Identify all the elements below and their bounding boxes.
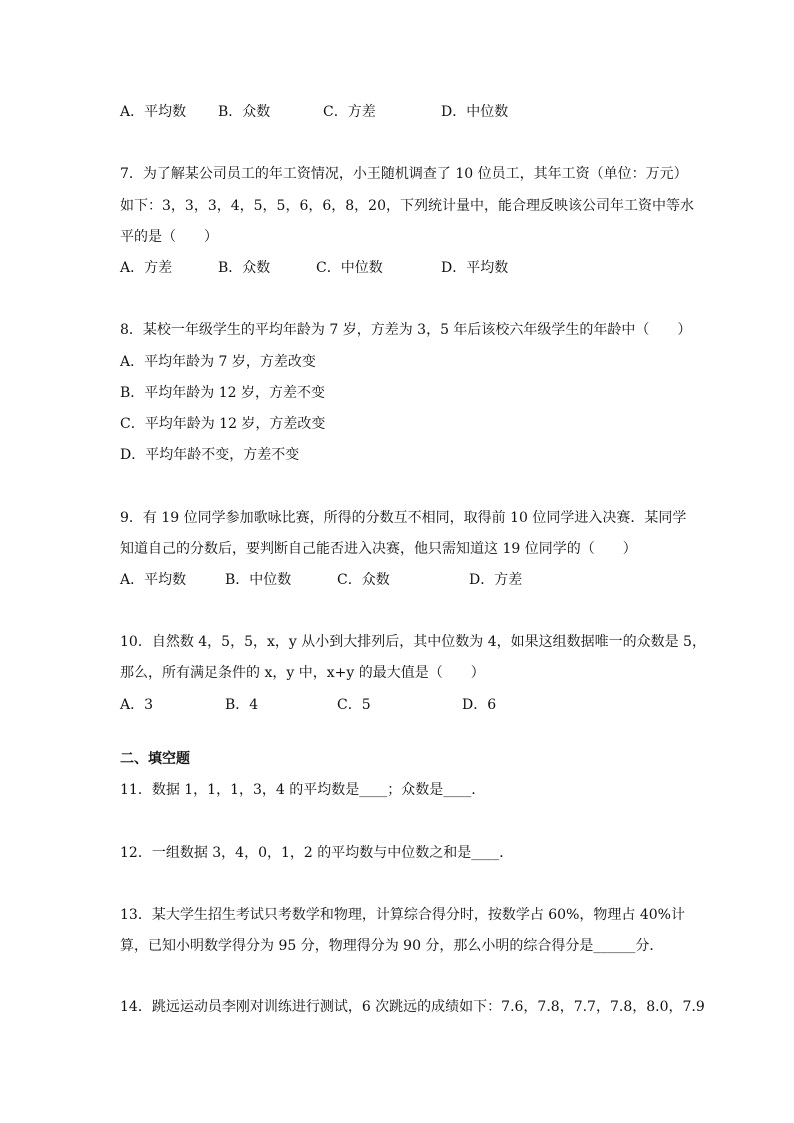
q10-option-c: C．5 (337, 697, 371, 713)
q7-option-a: A．方差 (120, 260, 173, 276)
q10-stem-line-2: 那么，所有满足条件的 x，y 中，x+y 的最大值是（ ） (120, 665, 485, 681)
q8-option-d: D．平均年龄不变，方差不变 (120, 447, 300, 463)
q10-option-b: B．4 (225, 697, 259, 713)
q6-option-a: A．平均数 (120, 104, 187, 120)
q7-option-c: C．中位数 (316, 260, 383, 276)
q8-option-b: B．平均年龄为 12 岁，方差不变 (120, 385, 326, 401)
q11-text: 11．数据 1，1，1，3，4 的平均数是____；众数是____. (120, 782, 476, 798)
q6-option-c: C．方差 (323, 104, 376, 120)
q8-option-c: C．平均年龄为 12 岁，方差改变 (120, 416, 326, 432)
q8-stem: 8．某校一年级学生的平均年龄为 7 岁，方差为 3，5 年后该校六年级学生的年龄中（ ） (120, 322, 692, 338)
q9-option-c: C．众数 (337, 572, 390, 588)
q6-option-b: B．众数 (218, 104, 271, 120)
section-heading-fill-in: 二、填空题 (120, 751, 190, 767)
q7-stem-line-1: 7．为了解某公司员工的年工资情况，小王随机调查了 10 位员工，其年工资（单位：万元） (120, 166, 688, 182)
q12-text: 12．一组数据 3，4，0，1，2 的平均数与中位数之和是____． (120, 845, 514, 861)
q10-option-d: D．6 (462, 697, 497, 713)
q7-stem-line-3: 平的是（ ） (120, 229, 218, 245)
q13-stem-line-2: 算，已知小明数学得分为 95 分，物理得分为 90 分，那么小明的综合得分是______分． (120, 938, 664, 954)
q7-stem-line-2: 如下：3，3，3，4，5，5，6，6，8，20，下列统计量中，能合理反映该公司年工资中等水 (120, 198, 694, 214)
q10-stem-line-1: 10．自然数 4，5，5，x，y 从小到大排列后，其中位数为 4，如果这组数据唯一的众数是 5， (120, 634, 706, 650)
q7-option-d: D．平均数 (441, 260, 509, 276)
q6-option-d: D．中位数 (441, 104, 509, 120)
q9-stem-line-1: 9．有 19 位同学参加歌咏比赛，所得的分数互不相同，取得前 10 位同学进入决赛．某同学 (120, 510, 687, 526)
q9-option-b: B．中位数 (225, 572, 292, 588)
q8-option-a: A．平均年龄为 7 岁，方差改变 (120, 354, 316, 370)
q9-option-a: A．平均数 (120, 572, 187, 588)
q9-stem-line-2: 知道自己的分数后，要判断自己能否进入决赛，他只需知道这 19 位同学的（ ） (120, 541, 637, 557)
q14-text: 14．跳远运动员李刚对训练进行测试，6 次跳远的成绩如下：7.6，7.8，7.7，7.8，8.0，7.9 (120, 999, 705, 1015)
q9-option-d: D．方差 (469, 572, 523, 588)
q13-stem-line-1: 13．某大学生招生考试只考数学和物理，计算综合得分时，按数学占 60%，物理占 40%计 (120, 907, 685, 923)
q7-option-b: B．众数 (218, 260, 271, 276)
q10-option-a: A．3 (120, 697, 154, 713)
